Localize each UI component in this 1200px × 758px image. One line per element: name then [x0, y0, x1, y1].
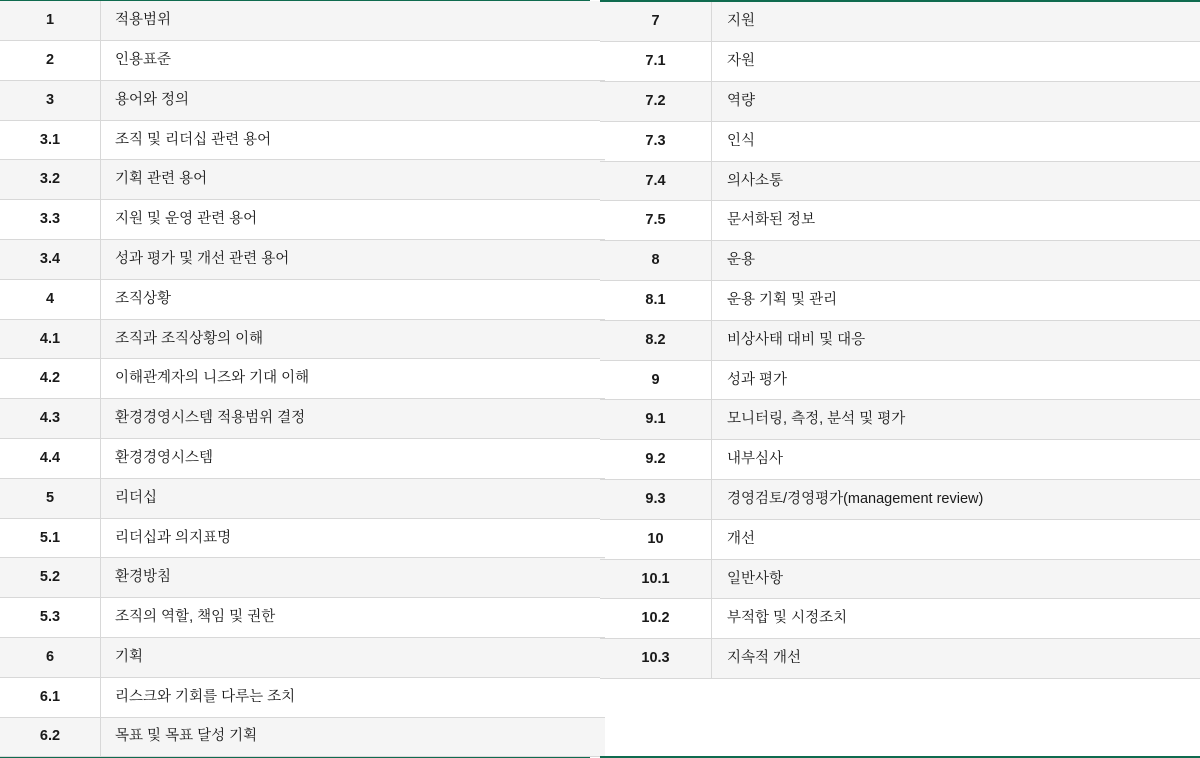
table-row — [600, 320, 1200, 360]
toc-table-left — [0, 1, 605, 758]
clause-title: 기획 관련 용어 — [101, 160, 606, 200]
clause-title: 지원 — [712, 2, 1200, 42]
table-row — [0, 279, 605, 319]
clause-title: 경영검토/경영평가(management review) — [712, 480, 1200, 520]
clause-title: 인용표준 — [101, 40, 606, 80]
clause-title: 문서화된 정보 — [712, 201, 1200, 241]
clause-number: 3.1 — [0, 120, 101, 160]
clause-number: 7 — [600, 2, 712, 42]
clause-number: 7.5 — [600, 201, 712, 241]
clause-title: 용어와 정의 — [101, 80, 606, 120]
table-row — [600, 241, 1200, 281]
clause-number: 8 — [600, 241, 712, 281]
clause-title: 환경경영시스템 적용범위 결정 — [101, 399, 606, 439]
table-row — [600, 519, 1200, 559]
table-row — [600, 400, 1200, 440]
clause-number: 4 — [0, 279, 101, 319]
clause-number: 3 — [0, 80, 101, 120]
clause-number: 6.2 — [0, 717, 101, 757]
clause-number: 4.1 — [0, 319, 101, 359]
clause-title: 환경경영시스템 — [101, 438, 606, 478]
clause-number: 5.3 — [0, 598, 101, 638]
clause-number: 4.2 — [0, 359, 101, 399]
table-row — [0, 637, 605, 677]
clause-title: 운용 — [712, 241, 1200, 281]
clause-number: 10.3 — [600, 639, 712, 679]
clause-title: 조직상황 — [101, 279, 606, 319]
clause-title: 내부심사 — [712, 440, 1200, 480]
clause-title: 리스크와 기회를 다루는 조치 — [101, 677, 606, 717]
table-row — [0, 717, 605, 757]
clause-number: 7.4 — [600, 161, 712, 201]
table-row — [0, 319, 605, 359]
table-row — [0, 359, 605, 399]
clause-number: 9.2 — [600, 440, 712, 480]
table-row — [0, 399, 605, 439]
clause-title: 일반사항 — [712, 559, 1200, 599]
clause-number: 5 — [0, 478, 101, 518]
clause-number: 8.1 — [600, 281, 712, 321]
clause-title: 성과 평가 — [712, 360, 1200, 400]
table-row — [600, 82, 1200, 122]
clause-number: 6 — [0, 637, 101, 677]
clause-number: 3.3 — [0, 200, 101, 240]
table-row — [0, 239, 605, 279]
table-row — [600, 639, 1200, 679]
table-row — [0, 200, 605, 240]
table-row — [0, 80, 605, 120]
table-row — [600, 161, 1200, 201]
table-row — [0, 677, 605, 717]
clause-number: 7.1 — [600, 42, 712, 82]
clause-title: 의사소통 — [712, 161, 1200, 201]
clause-number: 5.2 — [0, 558, 101, 598]
clause-title: 부적합 및 시정조치 — [712, 599, 1200, 639]
clause-title: 조직의 역할, 책임 및 권한 — [101, 598, 606, 638]
clause-number: 4.4 — [0, 438, 101, 478]
clause-number: 9.3 — [600, 480, 712, 520]
clause-title: 지원 및 운영 관련 용어 — [101, 200, 606, 240]
table-row — [0, 40, 605, 80]
clause-number: 10 — [600, 519, 712, 559]
table-row — [600, 281, 1200, 321]
clause-number: 9.1 — [600, 400, 712, 440]
clause-number: 10.2 — [600, 599, 712, 639]
clause-title: 환경방침 — [101, 558, 606, 598]
clause-title: 역량 — [712, 82, 1200, 122]
clause-title: 기획 — [101, 637, 606, 677]
clause-title: 모니터링, 측정, 분석 및 평가 — [712, 400, 1200, 440]
table-row — [600, 559, 1200, 599]
clause-title: 인식 — [712, 121, 1200, 161]
clause-title: 조직 및 리더십 관련 용어 — [101, 120, 606, 160]
clause-number: 7.2 — [600, 82, 712, 122]
clause-title: 비상사태 대비 및 대응 — [712, 320, 1200, 360]
table-row — [0, 518, 605, 558]
clause-title: 이해관계자의 니즈와 기대 이해 — [101, 359, 606, 399]
clause-number: 9 — [600, 360, 712, 400]
clause-number: 10.1 — [600, 559, 712, 599]
clause-title: 개선 — [712, 519, 1200, 559]
table-row — [600, 599, 1200, 639]
table-row — [600, 201, 1200, 241]
toc-table-right — [600, 2, 1200, 679]
table-row — [0, 598, 605, 638]
table-row — [0, 438, 605, 478]
clause-title: 적용범위 — [101, 1, 606, 41]
table-row — [600, 360, 1200, 400]
table-row — [0, 160, 605, 200]
toc-right-column — [600, 0, 1200, 758]
table-row — [600, 121, 1200, 161]
clause-title: 조직과 조직상황의 이해 — [101, 319, 606, 359]
clause-title: 운용 기획 및 관리 — [712, 281, 1200, 321]
table-row — [0, 120, 605, 160]
clause-number: 6.1 — [0, 677, 101, 717]
clause-number: 1 — [0, 1, 101, 41]
right-column-spacer — [600, 679, 1200, 756]
clause-number: 7.3 — [600, 121, 712, 161]
clause-number: 8.2 — [600, 320, 712, 360]
table-row — [0, 1, 605, 41]
table-row — [600, 2, 1200, 42]
clause-number: 3.2 — [0, 160, 101, 200]
clause-number: 2 — [0, 40, 101, 80]
table-row — [600, 480, 1200, 520]
clause-number: 3.4 — [0, 239, 101, 279]
clause-title: 리더십과 의지표명 — [101, 518, 606, 558]
table-row — [600, 42, 1200, 82]
clause-title: 자원 — [712, 42, 1200, 82]
clause-title: 성과 평가 및 개선 관련 용어 — [101, 239, 606, 279]
clause-title: 리더십 — [101, 478, 606, 518]
clause-title: 목표 및 목표 달성 기획 — [101, 717, 606, 757]
table-row — [0, 558, 605, 598]
clause-number: 4.3 — [0, 399, 101, 439]
clause-title: 지속적 개선 — [712, 639, 1200, 679]
clause-number: 5.1 — [0, 518, 101, 558]
table-row — [600, 440, 1200, 480]
table-row — [0, 478, 605, 518]
